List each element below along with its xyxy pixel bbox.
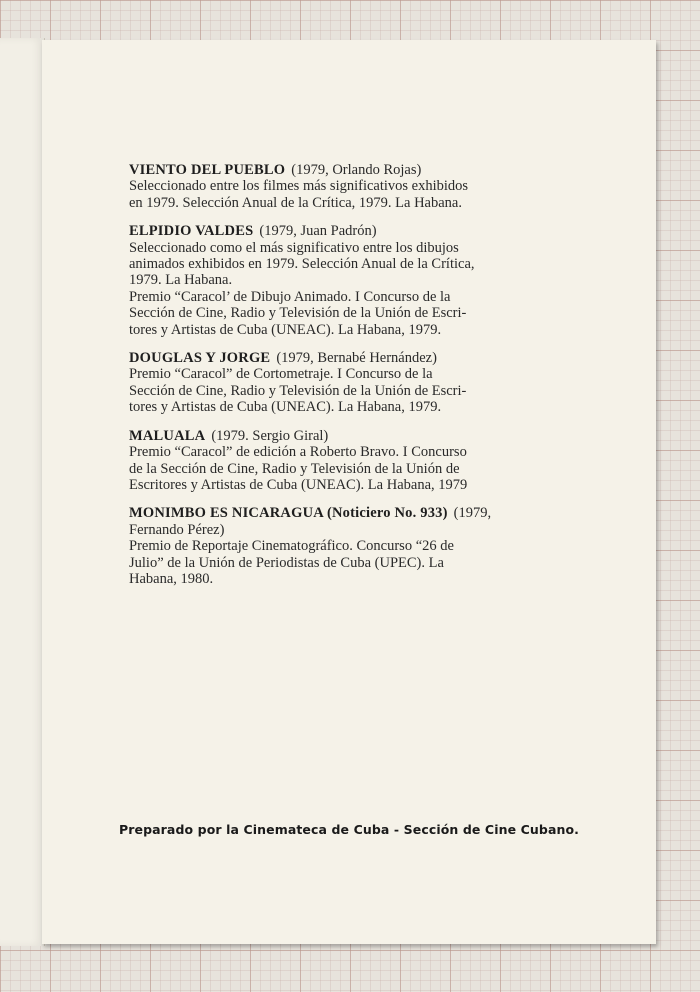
entry-text-line: Fernando Pérez) [129,521,225,538]
film-awards-list [129,162,561,599]
film-meta: (1979, Orlando Rojas) [291,162,422,178]
entry-text-line: en 1979. Selección Anual de la Crítica, 1979. La Habana. [129,194,462,211]
entry-text-line: animados exhibidos en 1979. Selección Anual de la Crítica, [129,256,475,273]
film-title: DOUGLAS Y JORGE [129,350,271,367]
entry-heading [129,428,561,444]
entry-text-line: Premio “Caracol” de Cortometraje. I Concurso de la [129,366,433,383]
entry-text-line: 1979. La Habana. [129,272,233,289]
film-meta: (1979, Bernabé Hernández) [276,350,437,367]
footer-credit: Preparado por la Cinemateca de Cuba - Sección de Cine Cubano. [118,822,580,837]
film-title: VIENTO DEL PUEBLO [129,162,286,178]
film-meta: (1979, [453,505,492,522]
entry-text-line: Sección de Cine, Radio y Televisión de la Unión de Escri- [129,382,467,399]
film-title: MONIMBO ES NICARAGUA (Noticiero No. 933) [129,505,448,522]
film-title: MALUALA [129,427,206,444]
entry-text-line: Habana, 1980. [129,570,214,587]
entry-heading [129,162,561,178]
entry-text-line: tores y Artistas de Cuba (UNEAC). La Habana, 1979. [129,399,442,416]
film-meta: (1979, Juan Padrón) [259,223,377,240]
entry-text-line: tores y Artistas de Cuba (UNEAC). La Habana, 1979. [129,321,442,338]
entry-elpidio-valdes [129,223,561,338]
entry-douglas-y-jorge [129,350,561,416]
entry-heading [129,350,561,366]
film-title: ELPIDIO VALDES [129,223,254,240]
entry-text-line: Julio” de la Unión de Periodistas de Cuba (UPEC). La [129,554,444,571]
entry-monimbo-es-nicaragua [129,505,561,587]
entry-heading [129,223,561,239]
film-meta: (1979. Sergio Giral) [211,427,329,444]
entry-text-line: Premio de Reportaje Cinematográfico. Concurso “26 de [129,538,454,555]
entry-heading [129,505,561,521]
entry-text-line: Premio “Caracol” de edición a Roberto Bravo. I Concurso [129,444,467,461]
document-page [42,40,656,944]
entry-viento-del-pueblo [129,162,561,211]
entry-maluala [129,428,561,494]
entry-text-line: de la Sección de Cine, Radio y Televisión de la Unión de [129,460,460,477]
entry-text-line: Escritores y Artistas de Cuba (UNEAC). La Habana, 1979 [129,476,468,493]
entry-text-line: Sección de Cine, Radio y Televisión de la Unión de Escri- [129,305,467,322]
entry-text-line: Seleccionado entre los filmes más significativos exhibidos [129,178,469,195]
entry-text-line: Seleccionado como el más significativo entre los dibujos [129,239,459,256]
left-page-edge [0,38,45,946]
entry-text-line: Premio “Caracol’ de Dibujo Animado. I Concurso de la [129,288,451,305]
